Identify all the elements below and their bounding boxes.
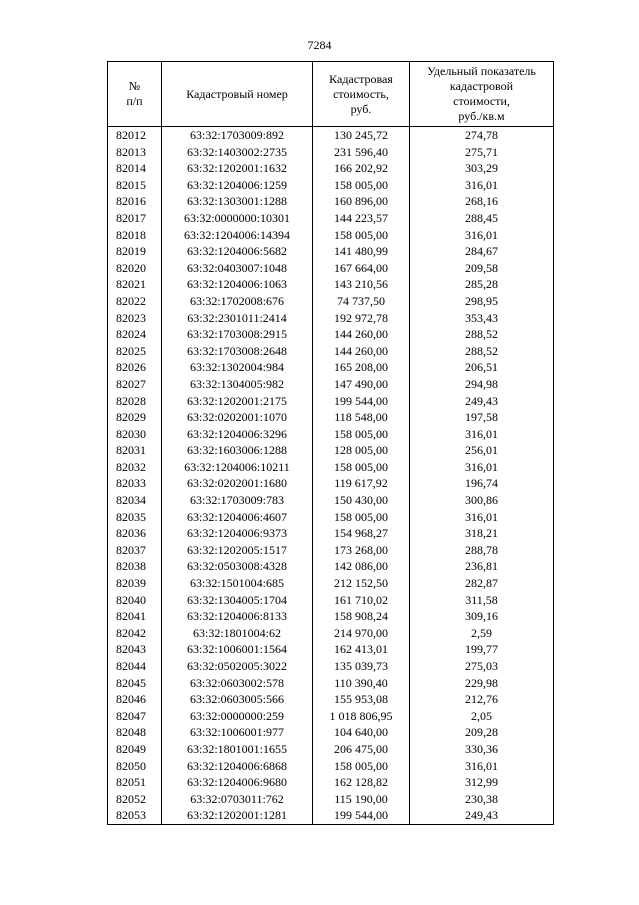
cadastral-number-cell: 63:32:1204006:9373	[162, 525, 313, 542]
table-row	[108, 210, 554, 227]
table-row	[108, 641, 554, 658]
header-num: № п/п	[108, 62, 162, 127]
row-number-cell: 82016	[108, 193, 162, 210]
cadastral-value-cell: 158 005,00	[313, 758, 410, 775]
specific-value-cell: 316,01	[410, 758, 554, 775]
table-row	[108, 243, 554, 260]
cadastral-value-cell: 162 413,01	[313, 641, 410, 658]
cadastral-value-cell: 135 039,73	[313, 658, 410, 675]
cadastral-value-cell: 165 208,00	[313, 359, 410, 376]
row-number-cell: 82037	[108, 542, 162, 559]
specific-value-cell: 249,43	[410, 393, 554, 410]
cadastral-value-cell: 130 245,72	[313, 127, 410, 144]
table-row	[108, 592, 554, 609]
table-row	[108, 227, 554, 244]
row-number-cell: 82031	[108, 442, 162, 459]
table-row	[108, 807, 554, 824]
specific-value-cell: 229,98	[410, 675, 554, 692]
specific-value-cell: 249,43	[410, 807, 554, 824]
row-number-cell: 82025	[108, 343, 162, 360]
row-number-cell: 82030	[108, 426, 162, 443]
specific-value-cell: 316,01	[410, 177, 554, 194]
table-row	[108, 326, 554, 343]
row-number-cell: 82020	[108, 260, 162, 277]
cadastral-number-cell: 63:32:1204006:1063	[162, 276, 313, 293]
row-number-cell: 82041	[108, 608, 162, 625]
cadastral-value-cell: 158 005,00	[313, 509, 410, 526]
row-number-cell: 82044	[108, 658, 162, 675]
cadastral-value-cell: 115 190,00	[313, 791, 410, 808]
row-number-cell: 82046	[108, 691, 162, 708]
row-number-cell: 82012	[108, 127, 162, 144]
row-number-cell: 82048	[108, 724, 162, 741]
table-row	[108, 127, 554, 144]
row-number-cell: 82053	[108, 807, 162, 824]
specific-value-cell: 284,67	[410, 243, 554, 260]
cadastral-value-cell: 166 202,92	[313, 160, 410, 177]
row-number-cell: 82050	[108, 758, 162, 775]
table-row	[108, 741, 554, 758]
cadastral-number-cell: 63:32:0403007:1048	[162, 260, 313, 277]
cadastral-number-cell: 63:32:1204006:5682	[162, 243, 313, 260]
row-number-cell: 82023	[108, 310, 162, 327]
specific-value-cell: 2,05	[410, 708, 554, 725]
specific-value-cell: 312,99	[410, 774, 554, 791]
specific-value-cell: 309,16	[410, 608, 554, 625]
table-body	[108, 127, 554, 825]
cadastral-value-cell: 199 544,00	[313, 807, 410, 824]
specific-value-cell: 288,78	[410, 542, 554, 559]
cadastral-number-cell: 63:32:1702008:676	[162, 293, 313, 310]
table-row	[108, 675, 554, 692]
cadastral-number-cell: 63:32:0202001:1070	[162, 409, 313, 426]
table-row	[108, 376, 554, 393]
cadastral-number-cell: 63:32:1204006:4607	[162, 509, 313, 526]
header-cadastral-number: Кадастровый номер	[162, 62, 313, 127]
row-number-cell: 82026	[108, 359, 162, 376]
row-number-cell: 82039	[108, 575, 162, 592]
specific-value-cell: 282,87	[410, 575, 554, 592]
specific-value-cell: 294,98	[410, 376, 554, 393]
table-row	[108, 393, 554, 410]
table-row	[108, 310, 554, 327]
cadastral-number-cell: 63:32:1703009:892	[162, 127, 313, 144]
cadastral-value-cell: 167 664,00	[313, 260, 410, 277]
specific-value-cell: 303,29	[410, 160, 554, 177]
row-number-cell: 82052	[108, 791, 162, 808]
specific-value-cell: 209,58	[410, 260, 554, 277]
cadastral-number-cell: 63:32:0000000:259	[162, 708, 313, 725]
table-row	[108, 177, 554, 194]
row-number-cell: 82040	[108, 592, 162, 609]
cadastral-number-cell: 63:32:1006001:1564	[162, 641, 313, 658]
cadastral-number-cell: 63:32:1204006:9680	[162, 774, 313, 791]
cadastral-number-cell: 63:32:1302004:984	[162, 359, 313, 376]
row-number-cell: 82036	[108, 525, 162, 542]
row-number-cell: 82021	[108, 276, 162, 293]
cadastral-number-cell: 63:32:0502005:3022	[162, 658, 313, 675]
cadastral-value-cell: 143 210,56	[313, 276, 410, 293]
specific-value-cell: 275,03	[410, 658, 554, 675]
cadastral-value-cell: 158 005,00	[313, 177, 410, 194]
row-number-cell: 82013	[108, 144, 162, 161]
cadastral-value-cell: 158 005,00	[313, 459, 410, 476]
page-number: 7284	[307, 38, 332, 52]
table-row	[108, 426, 554, 443]
table-row	[108, 442, 554, 459]
table-row	[108, 658, 554, 675]
table-row	[108, 509, 554, 526]
cadastral-number-cell: 63:32:1501004:685	[162, 575, 313, 592]
cadastral-value-cell: 162 128,82	[313, 774, 410, 791]
row-number-cell: 82035	[108, 509, 162, 526]
table-row	[108, 492, 554, 509]
row-number-cell: 82028	[108, 393, 162, 410]
header-specific-value: Удельный показатель кадастровой стоимости, руб./кв.м	[410, 62, 554, 127]
cadastral-number-cell: 63:32:1403002:2735	[162, 144, 313, 161]
cadastral-number-cell: 63:32:1603006:1288	[162, 442, 313, 459]
row-number-cell: 82043	[108, 641, 162, 658]
table-row	[108, 608, 554, 625]
specific-value-cell: 311,58	[410, 592, 554, 609]
cadastral-number-cell: 63:32:0703011:762	[162, 791, 313, 808]
cadastral-value-cell: 1 018 806,95	[313, 708, 410, 725]
cadastral-value-cell: 199 544,00	[313, 393, 410, 410]
cadastral-value-cell: 150 430,00	[313, 492, 410, 509]
cadastral-value-cell: 147 490,00	[313, 376, 410, 393]
cadastral-number-cell: 63:32:1202005:1517	[162, 542, 313, 559]
specific-value-cell: 2,59	[410, 625, 554, 642]
row-number-cell: 82047	[108, 708, 162, 725]
specific-value-cell: 230,38	[410, 791, 554, 808]
row-number-cell: 82018	[108, 227, 162, 244]
table-row	[108, 276, 554, 293]
cadastral-number-cell: 63:32:1801004:62	[162, 625, 313, 642]
cadastral-number-cell: 63:32:1204006:3296	[162, 426, 313, 443]
row-number-cell: 82051	[108, 774, 162, 791]
cadastral-number-cell: 63:32:0603005:566	[162, 691, 313, 708]
cadastral-number-cell: 63:32:1202001:1281	[162, 807, 313, 824]
cadastral-value-cell: 154 968,27	[313, 525, 410, 542]
table-row	[108, 359, 554, 376]
cadastral-number-cell: 63:32:1204006:6868	[162, 758, 313, 775]
row-number-cell: 82034	[108, 492, 162, 509]
table-row	[108, 343, 554, 360]
cadastral-value-cell: 206 475,00	[313, 741, 410, 758]
cadastral-number-cell: 63:32:1204006:1259	[162, 177, 313, 194]
table-row	[108, 625, 554, 642]
table-row	[108, 160, 554, 177]
cadastral-number-cell: 63:32:2301011:2414	[162, 310, 313, 327]
cadastral-value-cell: 110 390,40	[313, 675, 410, 692]
row-number-cell: 82045	[108, 675, 162, 692]
cadastral-number-cell: 63:32:1006001:977	[162, 724, 313, 741]
cadastral-number-cell: 63:32:1304005:982	[162, 376, 313, 393]
cadastral-number-cell: 63:32:0000000:10301	[162, 210, 313, 227]
table-row	[108, 293, 554, 310]
row-number-cell: 82042	[108, 625, 162, 642]
row-number-cell: 82038	[108, 558, 162, 575]
specific-value-cell: 288,52	[410, 343, 554, 360]
cadastral-value-cell: 158 005,00	[313, 227, 410, 244]
cadastral-number-cell: 63:32:0603002:578	[162, 675, 313, 692]
specific-value-cell: 199,77	[410, 641, 554, 658]
cadastral-value-cell: 212 152,50	[313, 575, 410, 592]
table-row	[108, 459, 554, 476]
specific-value-cell: 300,86	[410, 492, 554, 509]
cadastral-number-cell: 63:32:1204006:14394	[162, 227, 313, 244]
table-row	[108, 542, 554, 559]
specific-value-cell: 288,52	[410, 326, 554, 343]
cadastral-value-cell: 104 640,00	[313, 724, 410, 741]
table-row	[108, 575, 554, 592]
row-number-cell: 82029	[108, 409, 162, 426]
cadastral-value-cell: 141 480,99	[313, 243, 410, 260]
table-header-row	[108, 62, 554, 127]
specific-value-cell: 268,16	[410, 193, 554, 210]
cadastral-value-cell: 158 908,24	[313, 608, 410, 625]
row-number-cell: 82022	[108, 293, 162, 310]
specific-value-cell: 353,43	[410, 310, 554, 327]
specific-value-cell: 196,74	[410, 475, 554, 492]
cadastral-number-cell: 63:32:1703008:2648	[162, 343, 313, 360]
cadastral-number-cell: 63:32:0503008:4328	[162, 558, 313, 575]
table-row	[108, 758, 554, 775]
cadastral-value-cell: 144 260,00	[313, 326, 410, 343]
specific-value-cell: 318,21	[410, 525, 554, 542]
row-number-cell: 82017	[108, 210, 162, 227]
table-row	[108, 260, 554, 277]
specific-value-cell: 330,36	[410, 741, 554, 758]
cadastral-value-cell: 231 596,40	[313, 144, 410, 161]
cadastral-value-cell: 128 005,00	[313, 442, 410, 459]
cadastral-number-cell: 63:32:1801001:1655	[162, 741, 313, 758]
table-row	[108, 144, 554, 161]
cadastral-value-cell: 158 005,00	[313, 426, 410, 443]
table-row	[108, 774, 554, 791]
table-row	[108, 558, 554, 575]
specific-value-cell: 285,28	[410, 276, 554, 293]
table-row	[108, 525, 554, 542]
specific-value-cell: 212,76	[410, 691, 554, 708]
cadastral-value-cell: 119 617,92	[313, 475, 410, 492]
cadastral-value-cell: 142 086,00	[313, 558, 410, 575]
cadastral-value-cell: 118 548,00	[313, 409, 410, 426]
row-number-cell: 82015	[108, 177, 162, 194]
specific-value-cell: 316,01	[410, 459, 554, 476]
cadastral-number-cell: 63:32:1204006:10211	[162, 459, 313, 476]
cadastral-number-cell: 63:32:1703008:2915	[162, 326, 313, 343]
specific-value-cell: 236,81	[410, 558, 554, 575]
specific-value-cell: 316,01	[410, 426, 554, 443]
table-row	[108, 724, 554, 741]
cadastral-number-cell: 63:32:1204006:8133	[162, 608, 313, 625]
row-number-cell: 82033	[108, 475, 162, 492]
specific-value-cell: 275,71	[410, 144, 554, 161]
cadastral-number-cell: 63:32:1703009:783	[162, 492, 313, 509]
row-number-cell: 82049	[108, 741, 162, 758]
specific-value-cell: 256,01	[410, 442, 554, 459]
cadastral-value-cell: 192 972,78	[313, 310, 410, 327]
specific-value-cell: 274,78	[410, 127, 554, 144]
row-number-cell: 82032	[108, 459, 162, 476]
table-row	[108, 791, 554, 808]
specific-value-cell: 288,45	[410, 210, 554, 227]
specific-value-cell: 197,58	[410, 409, 554, 426]
cadastral-value-cell: 214 970,00	[313, 625, 410, 642]
cadastral-value-cell: 144 223,57	[313, 210, 410, 227]
cadastral-value-cell: 173 268,00	[313, 542, 410, 559]
header-cadastral-value: Кадастровая стоимость, руб.	[313, 62, 410, 127]
specific-value-cell: 316,01	[410, 227, 554, 244]
specific-value-cell: 316,01	[410, 509, 554, 526]
specific-value-cell: 209,28	[410, 724, 554, 741]
cadastral-value-cell: 160 896,00	[313, 193, 410, 210]
specific-value-cell: 206,51	[410, 359, 554, 376]
cadastral-value-cell: 144 260,00	[313, 343, 410, 360]
cadastral-number-cell: 63:32:1303001:1288	[162, 193, 313, 210]
cadastral-value-table	[107, 61, 554, 825]
table-row	[108, 409, 554, 426]
row-number-cell: 82027	[108, 376, 162, 393]
table-row	[108, 691, 554, 708]
cadastral-number-cell: 63:32:0202001:1680	[162, 475, 313, 492]
row-number-cell: 82019	[108, 243, 162, 260]
cadastral-number-cell: 63:32:1304005:1704	[162, 592, 313, 609]
cadastral-value-cell: 155 953,08	[313, 691, 410, 708]
cadastral-value-cell: 74 737,50	[313, 293, 410, 310]
table-row	[108, 475, 554, 492]
row-number-cell: 82024	[108, 326, 162, 343]
table-row	[108, 193, 554, 210]
cadastral-number-cell: 63:32:1202001:1632	[162, 160, 313, 177]
specific-value-cell: 298,95	[410, 293, 554, 310]
table-row	[108, 708, 554, 725]
row-number-cell: 82014	[108, 160, 162, 177]
cadastral-value-cell: 161 710,02	[313, 592, 410, 609]
cadastral-number-cell: 63:32:1202001:2175	[162, 393, 313, 410]
